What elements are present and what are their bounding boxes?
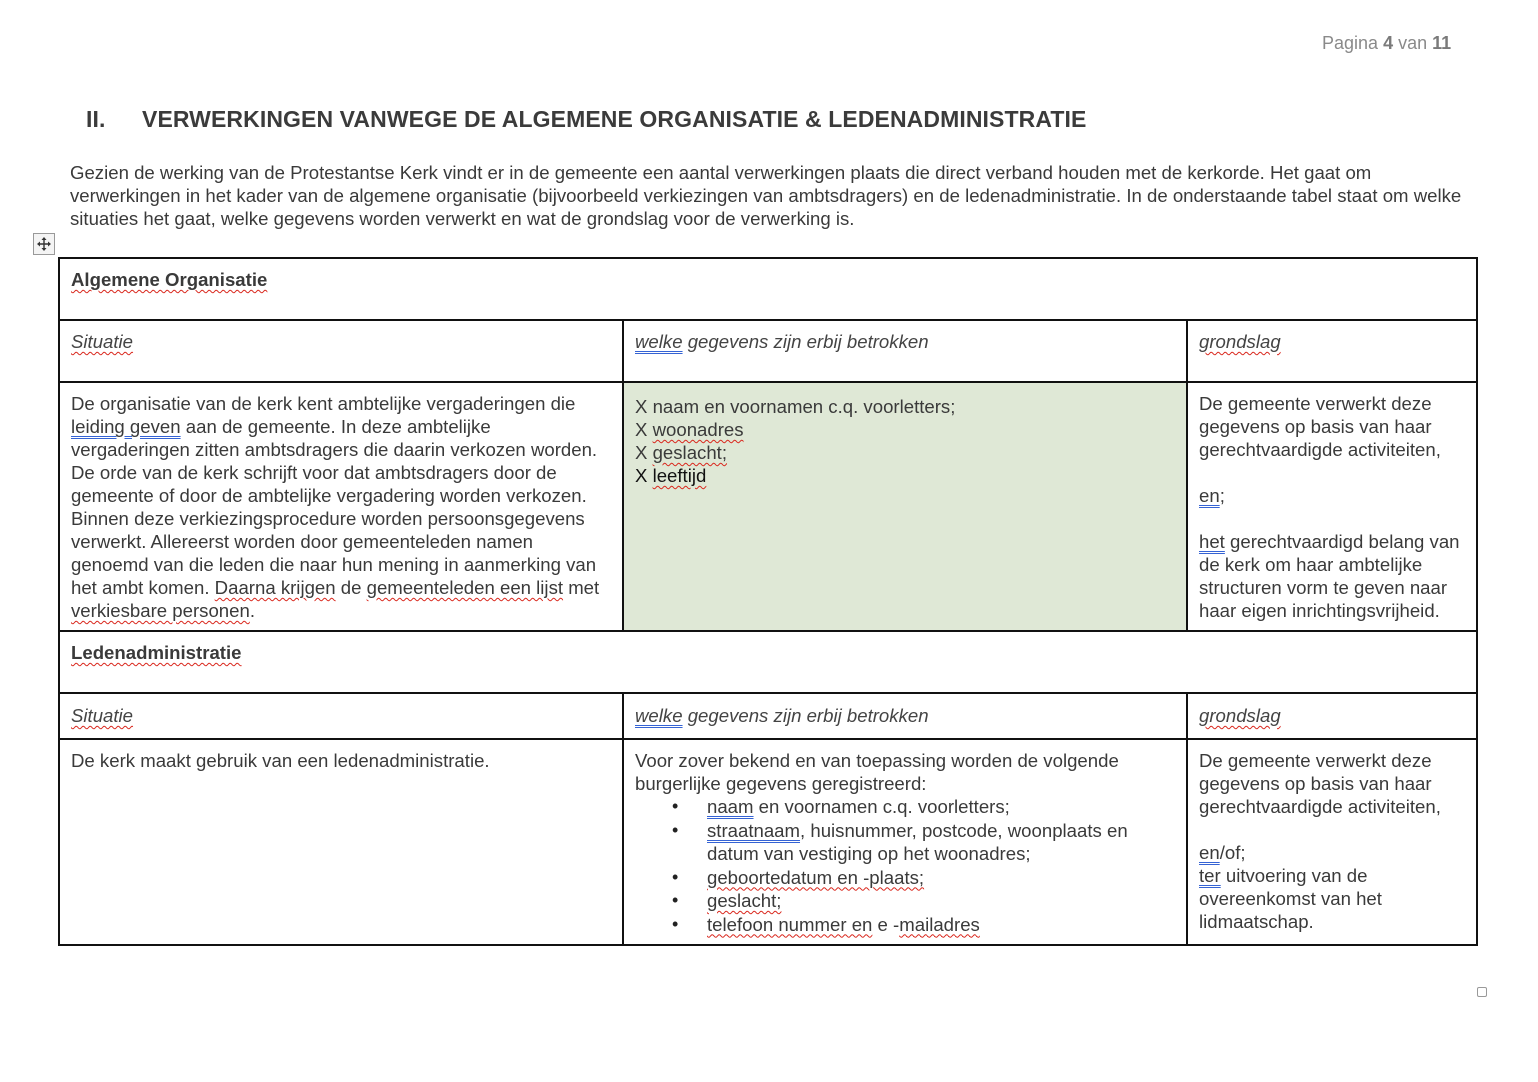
- table-row: [59, 382, 1477, 631]
- situatie-cell: De organisatie van de kerk kent ambtelijke vergaderingen die leiding geven aan de gemeente. In deze ambtelijke vergaderingen zitten ambtsdragers die daarin verkozen worden. De orde van de kerk schrijft voor dat ambtsdragers door de gemeente of door de ambtelijke vergadering worden verkozen. Binnen deze verkiezingsprocedure worden persoonsgegevens verwerkt. Allereerst worden door gemeenteleden namen genoemd van die leden die naar hun mening in aanmerking van het ambt komen. Daarna krijgen de gemeenteleden een lijst met verkiesbare personen.: [59, 382, 623, 631]
- table-move-handle[interactable]: [33, 233, 55, 255]
- group-title: Ledenadministratie: [71, 642, 242, 663]
- group-title: Algemene Organisatie: [71, 269, 268, 290]
- header-situatie: Situatie: [59, 693, 623, 739]
- gegevens-list: [635, 392, 1176, 487]
- header-grondslag: grondslag: [1187, 693, 1477, 739]
- list-item: • geslacht;: [707, 889, 1176, 913]
- gegevens-cell: Voor zover bekend en van toepassing worden de volgende burgerlijke gegevens geregistreerd: • naam en voornamen c.q. voorletters; • straatnaam, huisnummer, postcode, woonplaats en datum van vestiging op het woonadres; • geboortedatum en -plaats; • geslacht; • telefoon nummer en e -mailadres: [623, 739, 1187, 945]
- table-row: [59, 739, 1477, 945]
- gegevens-bullet-list: [635, 795, 1176, 936]
- header-gegevens: welke gegevens zijn erbij betrokken: [623, 693, 1187, 739]
- section-heading: [86, 106, 1086, 133]
- section-number: II.: [86, 106, 106, 132]
- section-title: VERWERKINGEN VANWEGE DE ALGEMENE ORGANISATIE & LEDENADMINISTRATIE: [142, 106, 1087, 132]
- group-title-cell: [59, 631, 1477, 693]
- list-item: • geboortedatum en -plaats;: [707, 866, 1176, 890]
- list-item: • straatnaam, huisnummer, postcode, woonplaats en datum van vestiging op het woonadres;: [707, 819, 1176, 866]
- processing-table: [58, 257, 1478, 946]
- list-item: • naam en voornamen c.q. voorletters;: [707, 795, 1176, 819]
- list-item: X naam en voornamen c.q. voorletters;: [635, 396, 956, 417]
- page-total: 11: [1432, 33, 1452, 53]
- group-title-cell: [59, 258, 1477, 320]
- list-item: • telefoon nummer en e -mailadres: [707, 913, 1176, 937]
- column-header-row: [59, 320, 1477, 382]
- group-row-algemene-organisatie: [59, 258, 1477, 320]
- grondslag-cell: De gemeente verwerkt deze gegevens op basis van haar gerechtvaardigde activiteiten, en; het gerechtvaardigd belang van de kerk om haar ambtelijke structuren vorm te geven naar haar eigen inrichtingsvrijheid.: [1187, 382, 1477, 631]
- page-current: 4: [1383, 33, 1394, 53]
- group-row-ledenadministratie: [59, 631, 1477, 693]
- gegevens-cell-highlighted: [623, 382, 1187, 631]
- intro-paragraph: Gezien de werking van de Protestantse Kerk vindt er in de gemeente een aantal verwerkingen plaats die direct verband houden met de kerkorde. Het gaat om verwerkingen in het kader van de algemene organisatie (bijvoorbeeld verkiezingen van ambtsdragers) en de ledenadministratie. In de onderstaande tabel staat om welke situaties het gaat, welke gegevens worden verwerkt en wat de grondslag voor de verwerking is.: [70, 162, 1462, 229]
- list-item: X geslacht;: [635, 442, 727, 463]
- list-item: X leeftijd: [635, 465, 707, 486]
- page-label: Pagina: [1322, 33, 1379, 53]
- header-gegevens: welke gegevens zijn erbij betrokken: [623, 320, 1187, 382]
- header-grondslag: grondslag: [1187, 320, 1477, 382]
- page-sep: van: [1398, 33, 1428, 53]
- page-number: [1322, 33, 1451, 54]
- move-arrows-icon: [36, 236, 52, 252]
- column-header-row: [59, 693, 1477, 739]
- situatie-cell: De kerk maakt gebruik van een ledenadministratie.: [59, 739, 623, 945]
- header-situatie: Situatie: [59, 320, 623, 382]
- grondslag-cell: De gemeente verwerkt deze gegevens op basis van haar gerechtvaardigde activiteiten, en/of; ter uitvoering van de overeenkomst van het lidmaatschap.: [1187, 739, 1477, 945]
- list-item: X woonadres: [635, 419, 744, 440]
- table-resize-handle[interactable]: [1477, 987, 1487, 997]
